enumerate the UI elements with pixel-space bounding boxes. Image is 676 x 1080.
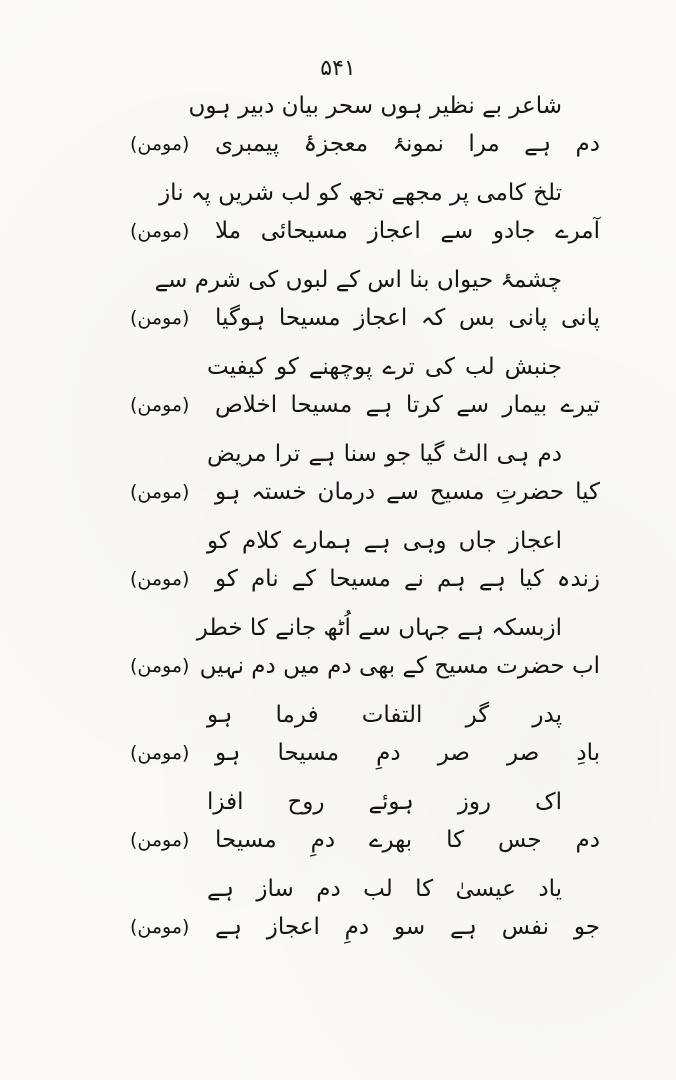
poet-attribution: (مومن) [130, 220, 190, 242]
verse-text: تیرے بیمار سے کرتا ہے مسیحا اخلاص [215, 392, 600, 418]
verse-line-2 [130, 130, 600, 158]
couplet [130, 701, 600, 767]
verse-text: بادِ صر صر دمِ مسیحا ہو [215, 740, 600, 766]
verse-line-2 [130, 826, 600, 854]
poet-attribution: (مومن) [130, 742, 190, 764]
verse-line-2 [130, 304, 600, 332]
page-number: ۵۴۱ [320, 56, 356, 81]
couplet [130, 179, 600, 245]
poet-attribution: (مومن) [130, 655, 190, 677]
couplet [130, 440, 600, 506]
verse-text: پانی پانی بس کہ اعجاز مسیحا ہوگیا [215, 305, 600, 331]
poet-attribution: (مومن) [130, 307, 190, 329]
verse-line-1: چشمۂ حیواں بنا اس کے لبوں کی شرم سے [154, 267, 562, 293]
verse-text: دم جس کا بھرے دمِ مسیحا [215, 827, 600, 853]
verse-line-2 [130, 565, 600, 593]
verse-line-2 [130, 478, 600, 506]
poet-attribution: (مومن) [130, 394, 190, 416]
poet-attribution: (مومن) [130, 568, 190, 590]
poet-attribution: (مومن) [130, 829, 190, 851]
verse-text: زندہ کیا ہے ہم نے مسیحا کے نام کو [215, 566, 600, 592]
verse-line-2 [130, 739, 600, 767]
verse-text: دم ہے مرا نمونۂ معجزۂ پیمبری [215, 131, 600, 157]
verse-line-2 [130, 913, 600, 941]
couplet [130, 527, 600, 593]
verse-line-1: پدر گر التفات فرما ہو [207, 702, 562, 728]
verse-text: جو نفس ہے سو دمِ اعجاز ہے [215, 914, 600, 940]
couplet [130, 353, 600, 419]
poet-attribution: (مومن) [130, 481, 190, 503]
verse-line-1: تلخ کامی پر مجھے تجھ کو لب شریں پہ ناز [159, 180, 562, 206]
verse-line-1: اعجاز جاں وہی ہے ہمارے کلام کو [207, 528, 562, 554]
couplet [130, 266, 600, 332]
verse-line-2 [130, 652, 600, 680]
couplet [130, 614, 600, 680]
verse-line-1: یاد عیسیٰ کا لب دم ساز ہے [207, 876, 562, 902]
verse-text: آمرے جادو سے اعجاز مسیحائی ملا [215, 218, 600, 244]
poet-attribution: (مومن) [130, 916, 190, 938]
verse-line-1: دم ہی الٹ گیا جو سنا ہے ترا مریض [207, 441, 562, 467]
poet-attribution: (مومن) [130, 133, 190, 155]
verse-line-1: شاعر بے نظیر ہوں سحر بیان دبیر ہوں [188, 93, 562, 119]
couplet [130, 788, 600, 854]
verse-text: اب حضرت مسیح کے بھی دم میں دم نہیں [199, 653, 600, 679]
couplet [130, 92, 600, 158]
verse-line-1: جنبش لب کی ترے پوچھنے کو کیفیت [207, 354, 562, 380]
verse-line-1: اک روز ہوئے روح افزا [207, 789, 562, 815]
verse-line-2 [130, 217, 600, 245]
verse-line-1: ازبسکہ ہے جہاں سے اُٹھ جانے کا خطر [196, 615, 562, 641]
verse-line-2 [130, 391, 600, 419]
verse-text: کیا حضرتِ مسیح سے درمان خستہ ہو [215, 479, 600, 505]
poem-block [130, 92, 600, 941]
couplet [130, 875, 600, 941]
